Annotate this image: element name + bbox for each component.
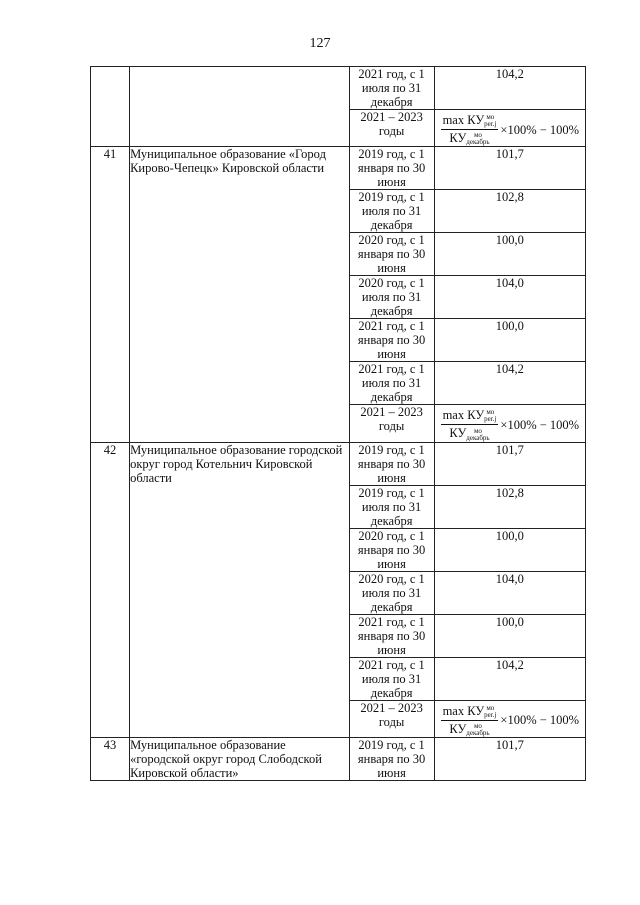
value-cell — [434, 614, 585, 657]
value-cell — [434, 276, 585, 319]
row-number: 41 — [103, 147, 117, 162]
period-text: 2019 год, с 1 июля по 31 декабря — [358, 485, 425, 528]
value-text: 101,7 — [495, 737, 524, 752]
value-cell — [434, 110, 585, 147]
formula-ku: КУ — [449, 131, 467, 146]
municipality-name: Муниципальное образование «городской округ город Слободской Кировской области» — [130, 737, 322, 780]
table-row — [91, 67, 586, 110]
formula-dekabr: декабрь — [466, 728, 490, 737]
formula-ku: КУ — [467, 113, 485, 127]
formula-numerator — [441, 113, 499, 130]
formula-mo: мо — [486, 408, 495, 417]
row-number: 42 — [103, 442, 117, 457]
formula-tail: ×100% − 100% — [500, 122, 580, 137]
value-text: 101,7 — [495, 442, 524, 457]
formula-indices — [466, 428, 489, 442]
formula-tail: ×100% − 100% — [500, 417, 580, 432]
formula-indices — [484, 705, 496, 719]
period-text: 2020 год, с 1 июля по 31 декабря — [358, 276, 425, 319]
name-cell — [130, 147, 349, 442]
name-cell — [130, 737, 349, 780]
table-row — [91, 442, 586, 485]
value-text: 104,2 — [495, 67, 524, 81]
period-cell — [349, 276, 434, 319]
formula-max: max — [442, 113, 468, 127]
value-text: 102,8 — [495, 190, 524, 205]
formula-indices — [466, 723, 489, 737]
tariff-table — [90, 66, 586, 781]
period-text: 2021 год, с 1 июля по 31 декабря — [358, 657, 425, 700]
formula-perj: per.j — [484, 120, 497, 129]
period-cell — [349, 190, 434, 233]
period-text: 2019 год, с 1 июля по 31 декабря — [358, 190, 425, 233]
value-text: 100,0 — [495, 233, 524, 248]
formula-max: max — [442, 703, 468, 718]
formula-indices — [484, 114, 496, 128]
number-cell — [91, 67, 130, 147]
period-cell — [349, 233, 434, 276]
name-cell — [130, 67, 349, 147]
growth-formula — [441, 704, 580, 737]
value-cell — [434, 67, 585, 110]
period-text: 2019 год, с 1 января по 30 июня — [357, 147, 426, 190]
value-text: 102,8 — [495, 485, 524, 500]
period-cell — [349, 67, 434, 110]
table-row — [91, 147, 586, 190]
formula-fraction — [441, 704, 499, 737]
period-text: 2020 год, с 1 июля по 31 декабря — [358, 571, 425, 614]
value-cell — [434, 737, 585, 780]
number-cell — [91, 442, 130, 737]
period-text: 2021 год, с 1 января по 30 июня — [357, 319, 426, 362]
period-text: 2021 год, с 1 июля по 31 декабря — [358, 362, 425, 405]
period-cell — [349, 528, 434, 571]
period-cell — [349, 737, 434, 780]
period-cell — [349, 405, 434, 442]
value-cell — [434, 319, 585, 362]
value-cell — [434, 233, 585, 276]
period-cell — [349, 571, 434, 614]
formula-dekabr: декабрь — [466, 433, 490, 442]
period-text: 2020 год, с 1 января по 30 июня — [357, 233, 426, 276]
period-text: 2021 – 2023 годы — [360, 700, 423, 729]
value-text: 100,0 — [495, 319, 524, 334]
value-cell — [434, 190, 585, 233]
formula-tail: ×100% − 100% — [500, 713, 580, 728]
name-cell — [130, 442, 349, 737]
row-number: 43 — [103, 737, 117, 752]
value-text: 104,0 — [495, 571, 524, 586]
value-cell — [434, 528, 585, 571]
value-cell — [434, 657, 585, 700]
value-cell — [434, 147, 585, 190]
municipality-name: Муниципальное образование «Город Кирово-Чепецк» Кировской области — [130, 147, 326, 176]
period-text: 2021 год, с 1 января по 30 июня — [357, 614, 426, 657]
period-text: 2019 год, с 1 января по 30 июня — [357, 442, 426, 485]
value-text: 104,2 — [495, 657, 524, 672]
value-cell — [434, 571, 585, 614]
number-cell — [91, 147, 130, 442]
period-cell — [349, 614, 434, 657]
growth-formula — [441, 408, 580, 441]
period-cell — [349, 362, 434, 405]
formula-mo: мо — [486, 113, 495, 122]
growth-formula — [441, 113, 580, 146]
formula-mo: мо — [473, 721, 482, 730]
number-cell — [91, 737, 130, 780]
value-cell — [434, 405, 585, 442]
formula-dekabr: декабрь — [466, 138, 490, 147]
value-text: 101,7 — [495, 147, 524, 162]
period-cell — [349, 657, 434, 700]
period-cell — [349, 110, 434, 147]
formula-ku: КУ — [449, 721, 467, 736]
formula-numerator — [441, 704, 499, 721]
period-text: 2021 год, с 1 июля по 31 декабря — [358, 67, 425, 109]
formula-ku: КУ — [467, 408, 485, 423]
value-cell — [434, 700, 585, 737]
formula-indices — [466, 132, 489, 146]
formula-indices — [484, 409, 496, 423]
period-text: 2020 год, с 1 января по 30 июня — [357, 528, 426, 571]
formula-denominator — [447, 425, 491, 441]
value-text: 100,0 — [495, 614, 524, 629]
municipality-name: Муниципальное образование городской округ город Котельнич Кировской области — [130, 442, 343, 485]
formula-denominator — [447, 721, 491, 737]
period-cell — [349, 442, 434, 485]
period-cell — [349, 485, 434, 528]
formula-perj: per.j — [484, 710, 497, 719]
period-cell — [349, 319, 434, 362]
formula-denominator — [447, 130, 491, 146]
formula-mo: мо — [473, 131, 482, 140]
formula-max: max — [442, 408, 468, 423]
period-text: 2019 год, с 1 января по 30 июня — [357, 737, 426, 780]
formula-perj: per.j — [484, 415, 497, 424]
value-text: 100,0 — [495, 528, 524, 543]
formula-ku: КУ — [449, 426, 467, 441]
formula-fraction — [441, 408, 499, 441]
formula-ku: КУ — [467, 703, 485, 718]
value-cell — [434, 442, 585, 485]
period-cell — [349, 147, 434, 190]
formula-mo: мо — [486, 703, 495, 712]
tariff-table-body — [91, 67, 586, 781]
formula-fraction — [441, 113, 499, 146]
formula-mo: мо — [473, 426, 482, 435]
value-text: 104,2 — [495, 362, 524, 377]
table-row — [91, 737, 586, 780]
period-text: 2021 – 2023 годы — [360, 405, 423, 434]
value-cell — [434, 362, 585, 405]
period-text: 2021 – 2023 годы — [360, 110, 423, 138]
period-cell — [349, 700, 434, 737]
formula-numerator — [441, 408, 499, 425]
value-text: 104,0 — [495, 276, 524, 291]
page-number: 127 — [309, 36, 331, 51]
value-cell — [434, 485, 585, 528]
